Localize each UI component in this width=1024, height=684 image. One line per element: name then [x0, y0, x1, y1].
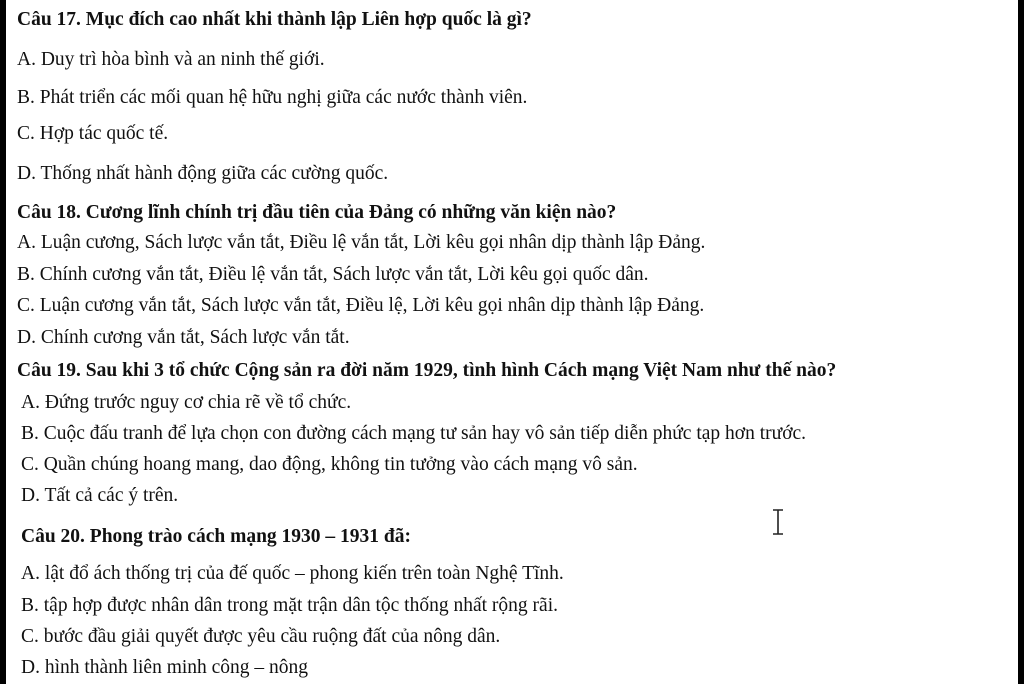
question-18-option-c: C. Luận cương vắn tắt, Sách lược vắn tắt, Điều lệ, Lời kêu gọi nhân dịp thành lập Đảng.	[17, 295, 705, 316]
text-cursor-icon	[770, 508, 786, 536]
question-17-option-d: D. Thống nhất hành động giữa các cường quốc.	[17, 163, 389, 184]
question-19-option-a: A. Đứng trước nguy cơ chia rẽ về tổ chức.	[21, 392, 352, 413]
question-20-title: Câu 20. Phong trào cách mạng 1930 – 1931 đã:	[21, 526, 412, 547]
question-20-option-c: C. bước đầu giải quyết được yêu cầu ruộng đất của nông dân.	[21, 626, 501, 647]
question-18-option-a: A. Luận cương, Sách lược vắn tắt, Điều lệ vắn tắt, Lời kêu gọi nhân dịp thành lập Đảng.	[17, 232, 706, 253]
question-19-title: Câu 19. Sau khi 3 tổ chức Cộng sản ra đời năm 1929, tình hình Cách mạng Việt Nam như thế nào?	[17, 360, 837, 381]
question-20-option-d: D. hình thành liên minh công – nông	[21, 657, 309, 678]
question-18-option-b: B. Chính cương vắn tắt, Điều lệ vắn tắt, Sách lược vắn tắt, Lời kêu gọi quốc dân.	[17, 264, 649, 285]
question-19-option-c: C. Quần chúng hoang mang, dao động, không tin tưởng vào cách mạng vô sản.	[21, 454, 638, 475]
question-18-option-d: D. Chính cương vắn tắt, Sách lược vắn tắt.	[17, 327, 350, 348]
question-19-option-d: D. Tất cả các ý trên.	[21, 485, 179, 506]
question-17-option-a: A. Duy trì hòa bình và an ninh thế giới.	[17, 49, 325, 70]
question-18-title: Câu 18. Cương lĩnh chính trị đầu tiên của Đảng có những văn kiện nào?	[17, 202, 617, 223]
question-19-option-b: B. Cuộc đấu tranh để lựa chọn con đường cách mạng tư sản hay vô sản tiếp diễn phức tạp hơn trước.	[21, 423, 807, 444]
question-20-option-b: B. tập hợp được nhân dân trong mặt trận dân tộc thống nhất rộng rãi.	[21, 595, 558, 616]
question-17-option-c: C. Hợp tác quốc tế.	[17, 123, 169, 144]
question-17-option-b: B. Phát triển các mối quan hệ hữu nghị giữa các nước thành viên.	[17, 87, 528, 108]
document-page	[6, 0, 1018, 684]
question-17-title: Câu 17. Mục đích cao nhất khi thành lập Liên hợp quốc là gì?	[17, 9, 532, 30]
question-20-option-a: A. lật đổ ách thống trị của đế quốc – phong kiến trên toàn Nghệ Tĩnh.	[21, 563, 564, 584]
